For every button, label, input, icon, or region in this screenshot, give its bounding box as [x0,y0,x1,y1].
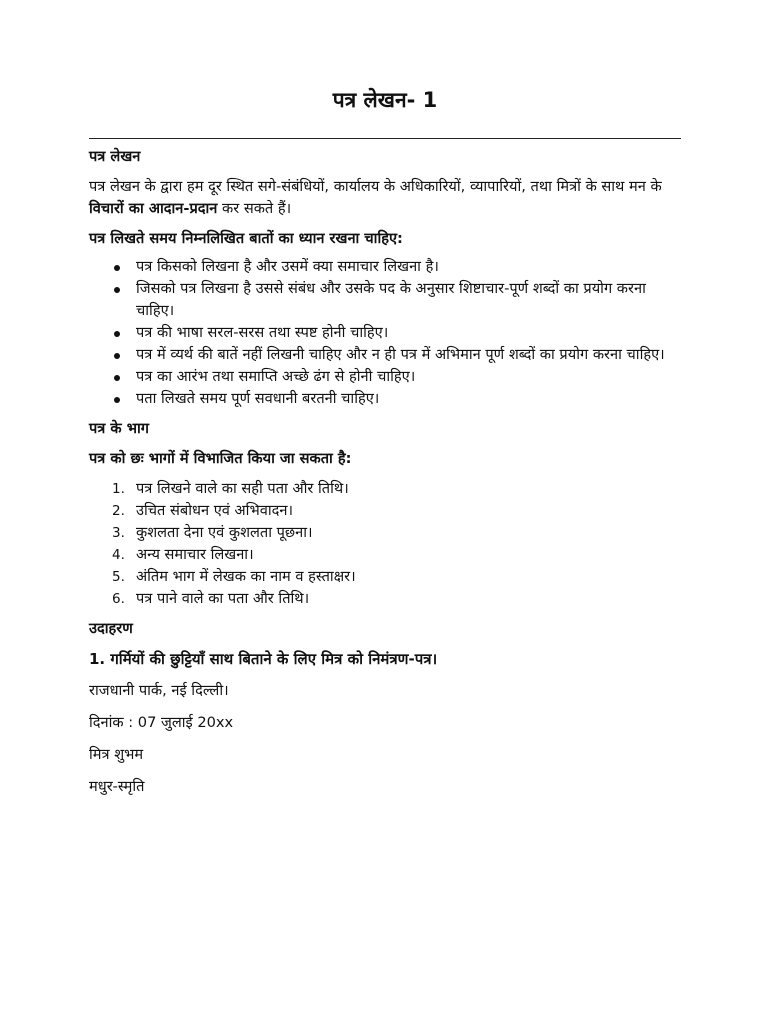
list-item [112,566,681,588]
letter-address: राजधानी पार्क, नई दिल्ली। [89,682,229,699]
list-item-number: 2. [112,503,125,519]
title-divider [89,138,681,139]
section-heading-letter-writing: पत्र लेखन [89,148,141,165]
list-item [112,522,681,544]
list-item [136,344,681,366]
list-item-text: पत्र में व्यर्थ की बातें नहीं लिखनी चाहिए और न ही पत्र में अभिमान पूर्ण शब्दों का प्रयोग करना चाहिए। [136,346,665,363]
list-item [136,278,681,322]
bullet-icon [114,265,120,271]
section-heading-parts: पत्र के भाग [89,420,149,437]
list-item [136,388,681,410]
bullet-icon [114,353,120,359]
letter-date: दिनांक : 07 जुलाई 20xx [89,714,234,731]
list-item-text: कुशलता देना एवं कुशलता पूछना। [136,524,313,541]
list-item [112,478,681,500]
section-heading-example: उदाहरण [89,620,133,637]
list-item-number: 5. [112,569,125,585]
intro-paragraph [89,176,681,220]
list-item-number: 6. [112,591,125,607]
list-item-text: पत्र का आरंभ तथा समाप्ति अच्छे ढंग से होनी चाहिए। [136,368,416,385]
intro-text-end: कर सकते हैं। [217,200,292,217]
bullet-icon [114,287,120,293]
section-heading-points: पत्र लिखते समय निम्नलिखित बातों का ध्यान रखना चाहिए: [89,230,403,247]
list-item-text: उचित संबोधन एवं अभिवादन। [136,502,293,519]
list-item-text: पत्र पाने वाले का पता और तिथि। [136,590,310,607]
intro-bold-phrase: विचारों का आदान-प्रदान [89,200,218,217]
list-item-text: जिसको पत्र लिखना है उससे संबंध और उसके पद के अनुसार शिष्टाचार-पूर्ण शब्दों का प्रयोग करना चाहिए। [136,280,646,319]
letter-salutation: मित्र शुभम [89,746,144,763]
list-item-text: पत्र किसको लिखना है और उसमें क्या समाचार लिखना है। [136,258,439,275]
list-item [112,500,681,522]
letter-greeting: मधुर-स्मृति [89,778,145,795]
list-item [136,366,681,388]
list-item-number: 4. [112,547,125,563]
bullet-icon [114,397,120,403]
list-item [136,256,681,278]
intro-text-start: पत्र लेखन के द्वारा हम दूर स्थित सगे-संबंधियों, कार्यालय के अधिकारियों, व्यापारियों, तथा मित्रों के साथ मन के [89,178,662,195]
bullet-icon [114,375,120,381]
list-item-text: अंतिम भाग में लेखक का नाम व हस्ताक्षर। [136,568,356,585]
example-title: 1. गर्मियों की छुट्टियाँ साथ बिताने के लिए मित्र को निमंत्रण-पत्र। [89,650,438,668]
list-item-text: पता लिखते समय पूर्ण सवधानी बरतनी चाहिए। [136,390,380,407]
list-item-number: 3. [112,525,125,541]
bullet-icon [114,331,120,337]
list-item [112,588,681,610]
page-title: पत्र लेखन- 1 [332,88,438,112]
document-body [89,146,681,798]
points-list [89,256,681,410]
list-item-text: पत्र लिखने वाले का सही पता और तिथि। [136,480,349,497]
list-item-text: अन्य समाचार लिखना। [136,546,254,563]
list-item-text: पत्र की भाषा सरल-सरस तथा स्पष्ट होनी चाहिए। [136,324,389,341]
list-item [136,322,681,344]
list-item-number: 1. [112,481,125,497]
list-item [112,544,681,566]
section-subheading-parts: पत्र को छः भागों में विभाजित किया जा सकता है: [89,450,352,467]
parts-list [89,478,681,610]
